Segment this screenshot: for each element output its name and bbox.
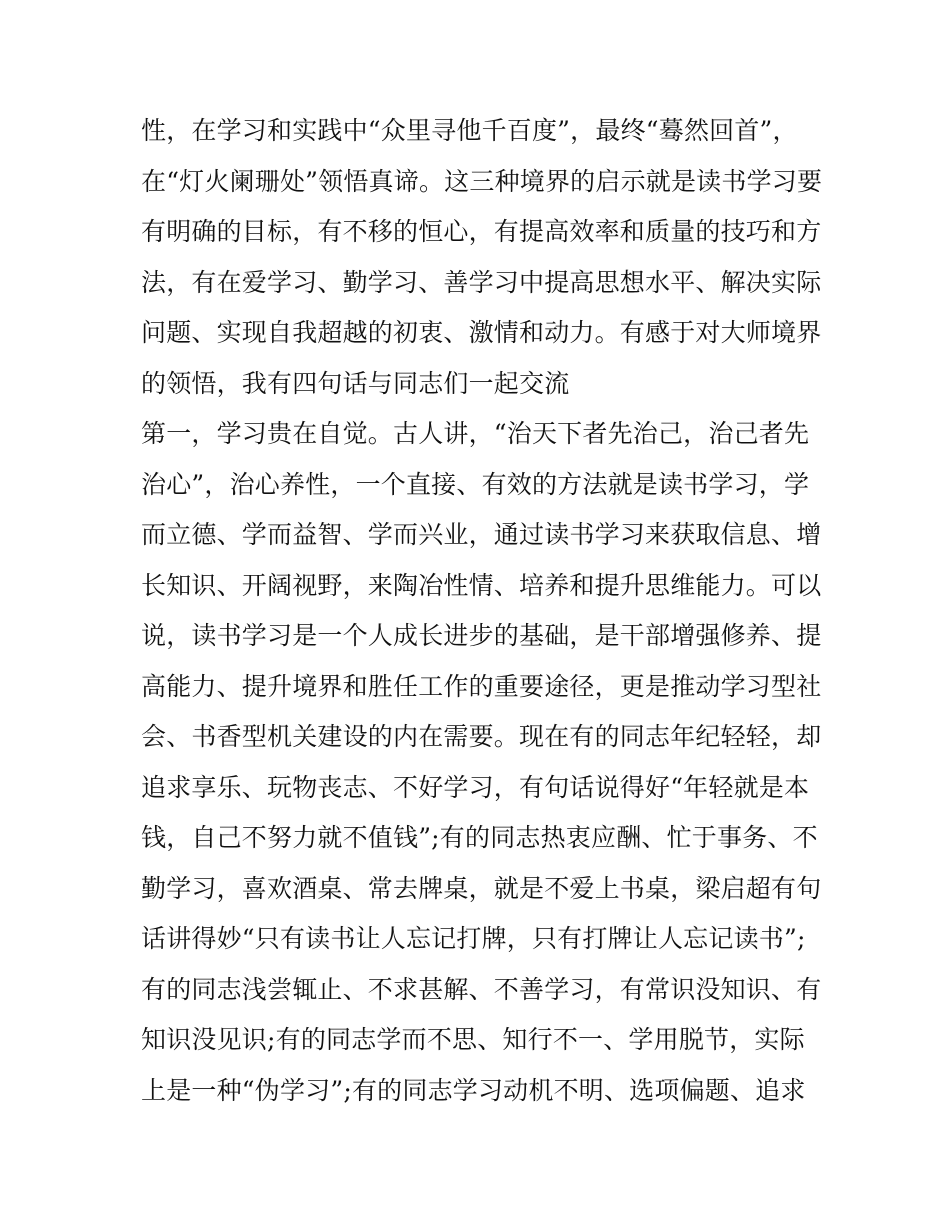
text-line-19: 知识没见识;有的同志学而不思、知行不一、学用脱节，实际: [141, 1025, 805, 1054]
text-line-8: 治心”，治心养性，一个直接、有效的方法就是读书学习，学: [141, 469, 810, 499]
text-line-16: 勤学习，喜欢酒桌、常去牌桌，就是不爱上书桌，梁启超有句: [141, 873, 822, 903]
text-line-14: 追求享乐、玩物丧志、不好学习，有句话说得好“年轻就是本: [141, 772, 810, 802]
text-line-13: 会、书香型机关建设的内在需要。现在有的同志年纪轻轻，却: [141, 722, 822, 751]
text-line-15: 钱，自己不努力就不值钱”;有的同志热衷应酬、忙于事务、不: [141, 823, 818, 852]
text-line-9: 而立德、学而益智、学而兴业，通过读书学习来获取信息、增: [141, 520, 822, 549]
text-line-1: 性，在学习和实践中“众里寻他千百度”，最终“蓦然回首”，: [141, 116, 798, 145]
text-line-18: 有的同志浅尝辄止、不求甚解、不善学习，有常识没知识、有: [141, 974, 822, 1004]
text-line-10: 长知识、开阔视野，来陶冶性情、培养和提升思维能力。可以: [141, 570, 822, 600]
text-line-5: 问题、实现自我超越的初衷、激情和动力。有感于对大师境界: [141, 318, 822, 347]
text-line-6: 的领悟，我有四句话与同志们一起交流: [141, 368, 570, 398]
body-text: [141, 106, 821, 1116]
text-line-3: 有明确的目标，有不移的恒心，有提高效率和质量的技巧和方: [141, 217, 822, 246]
text-line-4: 法，有在爱学习、勤学习、善学习中提高思想水平、解决实际: [141, 267, 822, 297]
text-line-12: 高能力、提升境界和胜任工作的重要途径，更是推动学习型社: [141, 671, 822, 701]
text-line-20: 上是一种“伪学习”;有的同志学习动机不明、选项偏题、追求: [141, 1075, 806, 1105]
text-line-2: 在“灯火阑珊处”领悟真谛。这三种境界的启示就是读书学习要: [141, 166, 823, 196]
text-line-11: 说，读书学习是一个人成长进步的基础，是干部增强修养、提: [141, 621, 822, 650]
text-line-17: 话讲得妙“只有读书让人忘记打牌，只有打牌让人忘记读书”;: [141, 924, 806, 953]
text-line-7: 第一，学习贵在自觉。古人讲，“治天下者先治己，治己者先: [141, 419, 810, 448]
